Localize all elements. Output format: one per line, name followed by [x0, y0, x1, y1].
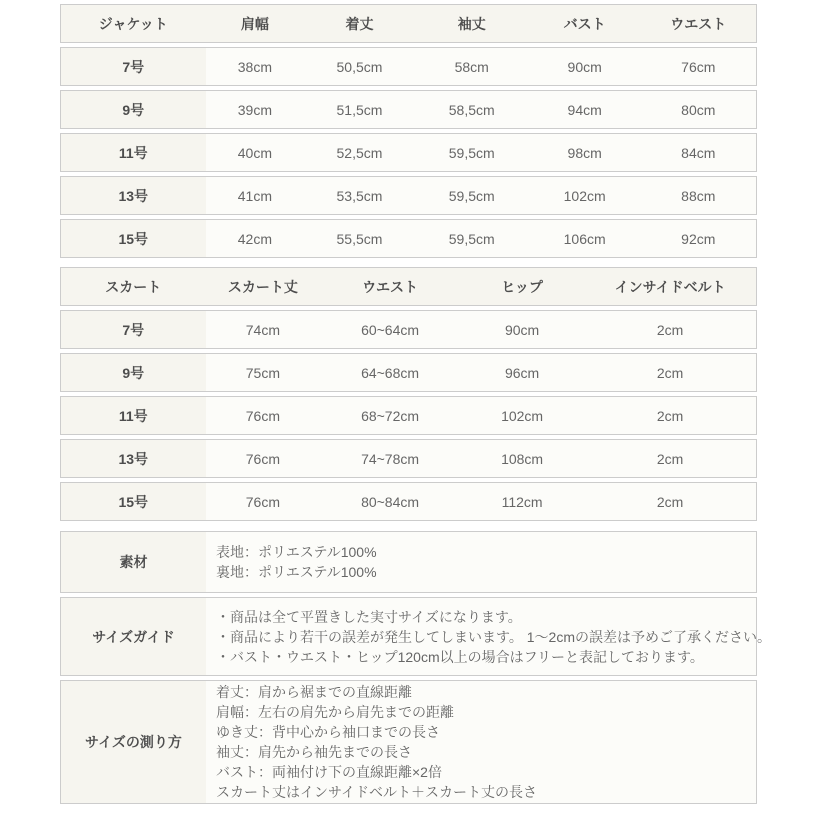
jacket-header-cell: ジャケット: [98, 15, 168, 32]
jacket-header-cell: ウエスト: [670, 15, 727, 32]
skirt-header-row: [60, 267, 757, 306]
skirt-value-cell: 108cm: [501, 450, 544, 467]
skirt-value-cell: 2cm: [656, 493, 684, 510]
skirt-value-cell: 74~78cm: [361, 450, 420, 467]
skirt-row: [60, 482, 757, 521]
row-label-cell: 13号: [61, 440, 206, 477]
skirt-value-cell: 96cm: [504, 364, 540, 381]
jacket-value-cell: 59,5cm: [448, 187, 495, 204]
jacket-header-cell: バスト: [563, 15, 606, 32]
jacket-header-row: [60, 4, 757, 43]
size-guide-section: [60, 597, 772, 676]
jacket-value-cell: 102cm: [563, 187, 606, 204]
jacket-value-cell: 58,5cm: [448, 101, 495, 118]
jacket-value-cell: 59,5cm: [448, 144, 495, 161]
row-label-cell: 11号: [61, 134, 206, 171]
jacket-row: [60, 176, 757, 215]
size-guide-line: ・商品は全て平置きした実寸サイズになります。: [216, 608, 522, 625]
row-label-cell: 9号: [61, 354, 206, 391]
jacket-value-cell: 80cm: [681, 101, 716, 118]
jacket-value-cell: 94cm: [567, 101, 602, 118]
row-label-cell: 9号: [61, 91, 206, 128]
row-label-cell: 13号: [61, 177, 206, 214]
skirt-value-cell: 80~84cm: [361, 493, 420, 510]
how-to-measure-line: 肩幅：左右の肩先から肩先までの距離: [216, 704, 454, 720]
jacket-size-table: [60, 4, 757, 258]
jacket-value-cell: 84cm: [681, 144, 716, 161]
jacket-header-cell: 肩幅: [240, 15, 269, 32]
row-label-cell: 11号: [61, 397, 206, 434]
jacket-value-cell: 58cm: [454, 58, 489, 75]
skirt-row: [60, 353, 757, 392]
how-to-measure-line: ゆき丈：背中心から袖口までの長さ: [216, 724, 440, 740]
jacket-row: [60, 90, 757, 129]
skirt-value-cell: 2cm: [656, 450, 684, 467]
skirt-value-cell: 76cm: [245, 493, 280, 510]
jacket-value-cell: 53,5cm: [336, 187, 383, 204]
how-to-measure-line: 袖丈：肩先から袖先までの長さ: [216, 744, 412, 760]
jacket-row: [60, 47, 757, 86]
jacket-row: [60, 219, 757, 258]
skirt-value-cell: 76cm: [245, 450, 280, 467]
product-info-sections: [60, 531, 772, 804]
how-to-measure-line: バスト：両袖付け下の直線距離×2倍: [216, 764, 442, 780]
skirt-row: [60, 396, 757, 435]
jacket-value-cell: 55,5cm: [336, 230, 383, 247]
material-line: 表地：ポリエステル100%: [216, 544, 377, 560]
size-guide-line: ・バスト・ウエスト・ヒップ120cm以上の場合はフリーと表記しております。: [216, 648, 704, 665]
jacket-value-cell: 50,5cm: [336, 58, 383, 75]
skirt-value-cell: 60~64cm: [361, 321, 420, 338]
skirt-value-cell: 74cm: [245, 321, 280, 338]
size-guide-body: [206, 598, 779, 675]
skirt-value-cell: 64~68cm: [361, 364, 420, 381]
jacket-value-cell: 76cm: [681, 58, 716, 75]
how-to-measure-line: スカート丈はインサイドベルト＋スカート丈の長さ: [216, 784, 538, 800]
jacket-value-cell: 39cm: [237, 101, 272, 118]
skirt-size-table: [60, 267, 757, 521]
size-guide-line: ・商品により若干の誤差が発生してしまいます。 1～2cmの誤差は予めご了承ください。: [216, 628, 772, 645]
how-to-measure-line: 着丈：肩から裾までの直線距離: [216, 684, 412, 700]
jacket-value-cell: 92cm: [681, 230, 716, 247]
material-label: 素材: [61, 532, 206, 592]
material-line: 裏地：ポリエステル100%: [216, 564, 377, 580]
how-to-measure-body: [206, 681, 756, 803]
jacket-value-cell: 52,5cm: [336, 144, 383, 161]
skirt-value-cell: 76cm: [245, 407, 280, 424]
jacket-value-cell: 40cm: [237, 144, 272, 161]
skirt-header-cell: ヒップ: [501, 278, 543, 295]
size-guide-label: サイズガイド: [61, 598, 206, 675]
skirt-header-cell: ウエスト: [362, 278, 419, 295]
skirt-header-cell: インサイドベルト: [614, 278, 726, 295]
jacket-value-cell: 90cm: [567, 58, 602, 75]
jacket-value-cell: 106cm: [563, 230, 606, 247]
skirt-row: [60, 310, 757, 349]
jacket-row: [60, 133, 757, 172]
jacket-header-cell: 着丈: [345, 15, 374, 32]
jacket-value-cell: 98cm: [567, 144, 602, 161]
skirt-value-cell: 68~72cm: [361, 407, 420, 424]
skirt-value-cell: 75cm: [245, 364, 280, 381]
skirt-header-cell: スカート丈: [227, 278, 298, 295]
skirt-header-cell: スカート: [105, 278, 162, 295]
row-label-cell: 15号: [61, 483, 206, 520]
jacket-value-cell: 59,5cm: [448, 230, 495, 247]
jacket-value-cell: 41cm: [237, 187, 272, 204]
material-section: [60, 531, 757, 593]
skirt-row: [60, 439, 757, 478]
skirt-value-cell: 2cm: [656, 321, 684, 338]
row-label-cell: 7号: [61, 48, 206, 85]
material-body: [206, 532, 756, 592]
jacket-value-cell: 51,5cm: [336, 101, 383, 118]
how-to-measure-label: サイズの測り方: [61, 681, 206, 803]
skirt-value-cell: 90cm: [504, 321, 540, 338]
skirt-value-cell: 2cm: [656, 364, 684, 381]
skirt-value-cell: 2cm: [656, 407, 684, 424]
row-label-cell: 7号: [61, 311, 206, 348]
how-to-measure-section: [60, 680, 757, 804]
jacket-value-cell: 88cm: [681, 187, 716, 204]
jacket-value-cell: 42cm: [237, 230, 272, 247]
jacket-header-cell: 袖丈: [457, 15, 486, 32]
skirt-value-cell: 112cm: [501, 493, 543, 510]
skirt-value-cell: 102cm: [501, 407, 544, 424]
row-label-cell: 15号: [61, 220, 206, 257]
jacket-value-cell: 38cm: [237, 58, 272, 75]
